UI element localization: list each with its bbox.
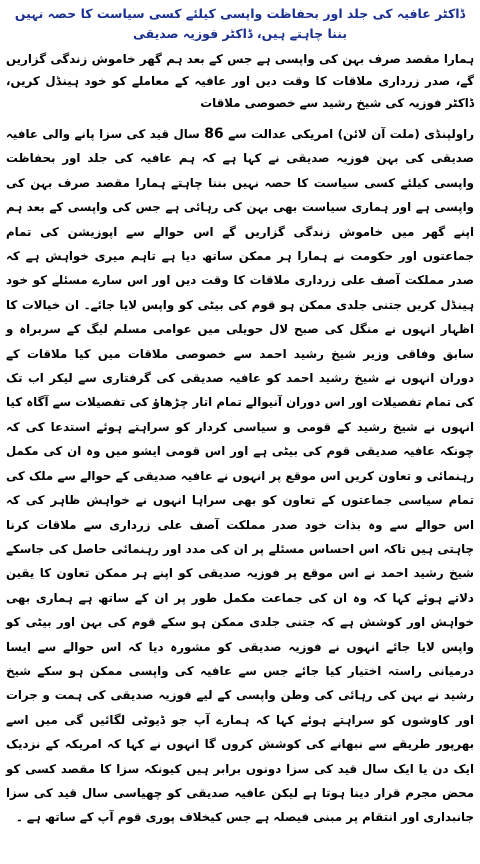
article-body bbox=[6, 122, 474, 830]
article-intro: ہمارا مقصد صرف بہن کی واپسی ہے جس کے بعد ہم گھر خاموش زندگی گزاریں گے، صدر زرداری ملاقات کا وقت دیں اور عافیہ کے معاملے کو خود ہینڈل کریں، ڈاکٹر فوزیہ کی شیخ رشید سے خصوصی ملاقات bbox=[6, 52, 474, 110]
sentence-years-number: 86 bbox=[204, 126, 224, 142]
article-headline: ڈاکٹر عافیہ کی جلد اور بحفاظت واپسی کیلئے کسی سیاست کا حصہ نہیں بننا چاہتے ہیں، ڈاکٹر فوزیہ صدیقی bbox=[14, 6, 466, 41]
body-main-text: سال قید کی سزا پانے والی عافیہ صدیقی کی بہن فوزیہ صدیقی نے کہا ہے کہ ہم عافیہ کی جلد اور بحفاظت واپسی کیلئے کسی سیاست کا حصہ نہیں بننا چاہتے ہمارا مقصد صرف بہن کی واپسی ہے اور ہماری سیاست بھی بہن کی رہائی ہے جس کی واپسی کے بعد ہم اپنے گھر میں خاموش زندگی گزاریں گے اس حوالے سے اپوزیشن کی تمام جماعتوں اور حکومت نے ہمارا ہر ممکن ساتھ دیا ہے تاہم میری خواہش ہے کہ صدر مملکت آصف علی زرداری ملاقات کا وقت دیں اور اس سارے مسئلے کو خود ہینڈل کریں جتنی جلدی ممکن ہو قوم کی بیٹی کو واپس لایا جائے۔ ان خیالات کا اظہار انہوں نے منگل کی صبح لال حویلی میں عوامی مسلم لیگ کے سربراہ و سابق وفاقی وزیر شیخ رشید احمد سے خصوصی ملاقات میں کیا ملاقات کے دوران انہوں نے شیخ رشید احمد کو عافیہ صدیقی کی گرفتاری سے لیکر اب تک کی تمام تفصیلات اور اس دوران آنیوالے تمام اتار چڑھاؤ کی تفصیلات سے آگاہ کیا انہوں نے شیخ رشید کے قومی و سیاسی کردار کو سراہتے ہوئے استدعا کی کہ چونکہ عافیہ صدیقی قوم کی بیٹی ہے اور اس قومی ایشو میں وہ ان کی مکمل رہنمائی و تعاون کریں اس موقع پر انہوں نے عافیہ صدیقی کے حوالے سے ملک کی تمام سیاسی جماعتوں کے تعاون کو بھی سراہا انہوں نے خواہش ظاہر کی کہ اس حوالے سے وہ بذات خود صدر مملکت آصف علی زرداری سے ملاقات کرنا چاہتی ہیں تاکہ اس احساس مسئلے پر ان کی مدد اور رہنمائی حاصل کی جاسکے شیخ رشید احمد نے اس موقع پر فوزیہ صدیقی کو اپنے ہر ممکن تعاون کا یقین دلاتے ہوئے کہا کہ وہ ان کی جماعت مکمل طور پر ان کے ساتھ ہے ہماری بھی خواہش اور کوشش ہے کہ جتنی جلدی ممکن ہو سکے قوم کی بہن اور بیٹی کو واپس لایا جائے انہوں نے فوزیہ صدیقی کو مشورہ دیا کہ اس حوالے سے ایسا درمیانی راستہ اختیار کیا جائے جس سے عافیہ کی واپسی ممکن ہو سکے شیخ رشید نے بہن کی رہائی کی وطن واپسی کے لیے فوزیہ صدیقی کی ہمت و جرات اور کاوشوں کو سراہتے ہوئے کہا کہ ہمارے آپ جو ڈیوٹی لگائیں گی میں اسے بھرپور طریقے سے نبھانے کی کوشش کروں گا انہوں نے کہا کہ امریکہ کے نزدیک ایک دن یا ایک سال قید کی سزا دونوں برابر ہیں کیونکہ سزا کا مقصد کسی کو محض مجرم قرار دینا ہوتا ہے لیکن عافیہ صدیقی کو چھیاسی سال قید کی سزا جانبداری اور انتقام پر مبنی فیصلہ ہے جس کیخلاف پوری قوم آپ کے ساتھ ہے ۔ bbox=[6, 127, 474, 825]
body-opening-text: راولپنڈی (ملت آن لائن) امریکی عدالت سے bbox=[228, 127, 475, 141]
